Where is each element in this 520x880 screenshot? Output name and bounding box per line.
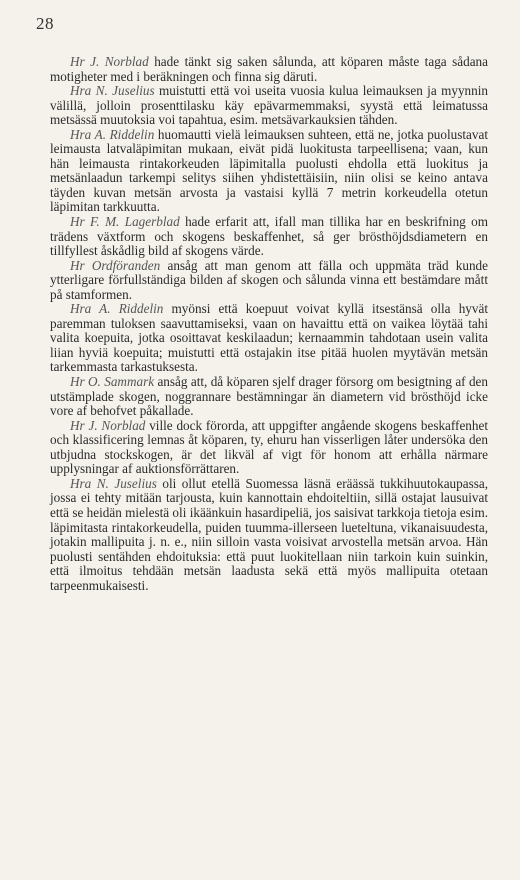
speaker-name: Hr J. Norblad [70, 54, 149, 69]
speaker-name: Hra A. Riddelin [70, 301, 164, 317]
paragraph [50, 302, 488, 375]
speaker-name: Hr F. M. Lagerblad [70, 214, 180, 230]
paragraph-text: ansåg att, då köparen sjelf drager försorg om besigtning af den utstämplade skogen, noggrannare bestämningar än diametern vid brösthöjd icke vore af behofvet påkallade. [50, 374, 488, 419]
paragraph [50, 477, 488, 593]
speaker-name: Hra N. Juselius [70, 83, 155, 99]
paragraph-text: huomautti vielä leimauksen suhteen, että ne, jotka puolustavat leimausta latvaläpimitan mukaan, eivät pidä luokitusta tarpeellisena; vaan, kun hän leimausta rintakorkeuden läpimitalla puolusti ehdolla että luokitus ja metsänlaadun tarkempi selitys siihen yhdistettäisiin, niin olisi se keino antava täyden kuvan metsän arvosta ja vastaisi kyllä 7 metrin korkeudella otetun läpimitan tarkkuutta. [50, 126, 488, 215]
paragraph [50, 128, 488, 215]
paragraph [50, 375, 488, 419]
speaker-name: Hr J. Norblad [70, 417, 146, 433]
speaker-name: Hra N. Juselius [70, 475, 157, 491]
paragraph-text: ansåg att man genom att fälla och uppmäta träd kunde ytterligare förfullständiga bilden af skogen och sålunda vinna ett bestämdare mått på stamformen. [50, 257, 488, 302]
paragraph-text: ville dock förorda, att uppgifter angående skogens beskaffenhet och klassificering lemnas åt köparen, ty, ehuru han visserligen låter undersöka den utbjudna stockskogen, är det likväl af vigt för honom att erhålla närmare upplysningar af auktionsförrättaren. [50, 417, 489, 477]
paragraph-text: oli ollut etellä Suomessa läsnä eräässä tukkihuutokaupassa, jossa ei tehty mitään tarjousta, kuin kannottain ehdoiteltiin, sillä ostajat lausuivat että se heidän mielestä oli ikäänkuin hasardipeliä, jos saisivat tarkkoja tietoja esim. läpimitasta rintakorkeudella, puiden tuumma-illerseen lueteltuna, vikanaisuudesta, jotakin mallipuita j. n. e., niin silloin vasta voisivat arvostella metsän arvoa. Hän puolusti sentähden ehdoituksia: että puut luokitellaan niin tarkoin kuin suinkin, että ilmoitus tehdään metsän laadusta sekä että myös mallipuita otetaan tarpeenmukaisesti. [50, 475, 488, 593]
paragraph-text: myönsi että koepuut voivat kyllä itsestänsä olla hyvät paremman tuloksen saavuttamiseksi, vaan on havaittu että on vaikea löytää tahi valita koepuita, jotka osoittavat keskilaadun; kernaammin tahdotaan usein valita liian hyviä koepuita; muistutti että ostajakin itse pitää huolen myytävän metsän tarkemmasta tarkastuksesta. [50, 301, 488, 375]
paragraph-text: hade tänkt sig saken sålunda, att köparen måste taga sådana motigheter med i beräkningen och finna sig däruti. [50, 54, 488, 84]
paragraph [50, 84, 488, 128]
paragraph [50, 55, 488, 84]
paragraph [50, 259, 488, 303]
paragraph [50, 215, 488, 259]
speaker-name: Hr O. Sammark [70, 374, 155, 390]
paragraph [50, 419, 488, 477]
paragraph-text: hade erfarit att, ifall man tillika har en beskrifning om trädens växtform och skogens beskaffenhet, så ger brösthöjdsdiametern en tillfyllest åskådlig bild af skogens värde. [50, 214, 488, 259]
paragraph-text: muistutti että voi useita vuosia kulua leimauksen ja myynnin välillä, jolloin prosenttilasku käy epävarmemmaksi, syystä että leimatussa metsässä muutoksia voi tapahtua, esim. metsävarkauksien tähden. [50, 83, 488, 128]
page-number: 28 [36, 14, 54, 33]
speaker-name: Hr Ordföranden [70, 257, 161, 273]
speaker-name: Hra A. Riddelin [70, 126, 155, 142]
body-text [50, 55, 488, 593]
